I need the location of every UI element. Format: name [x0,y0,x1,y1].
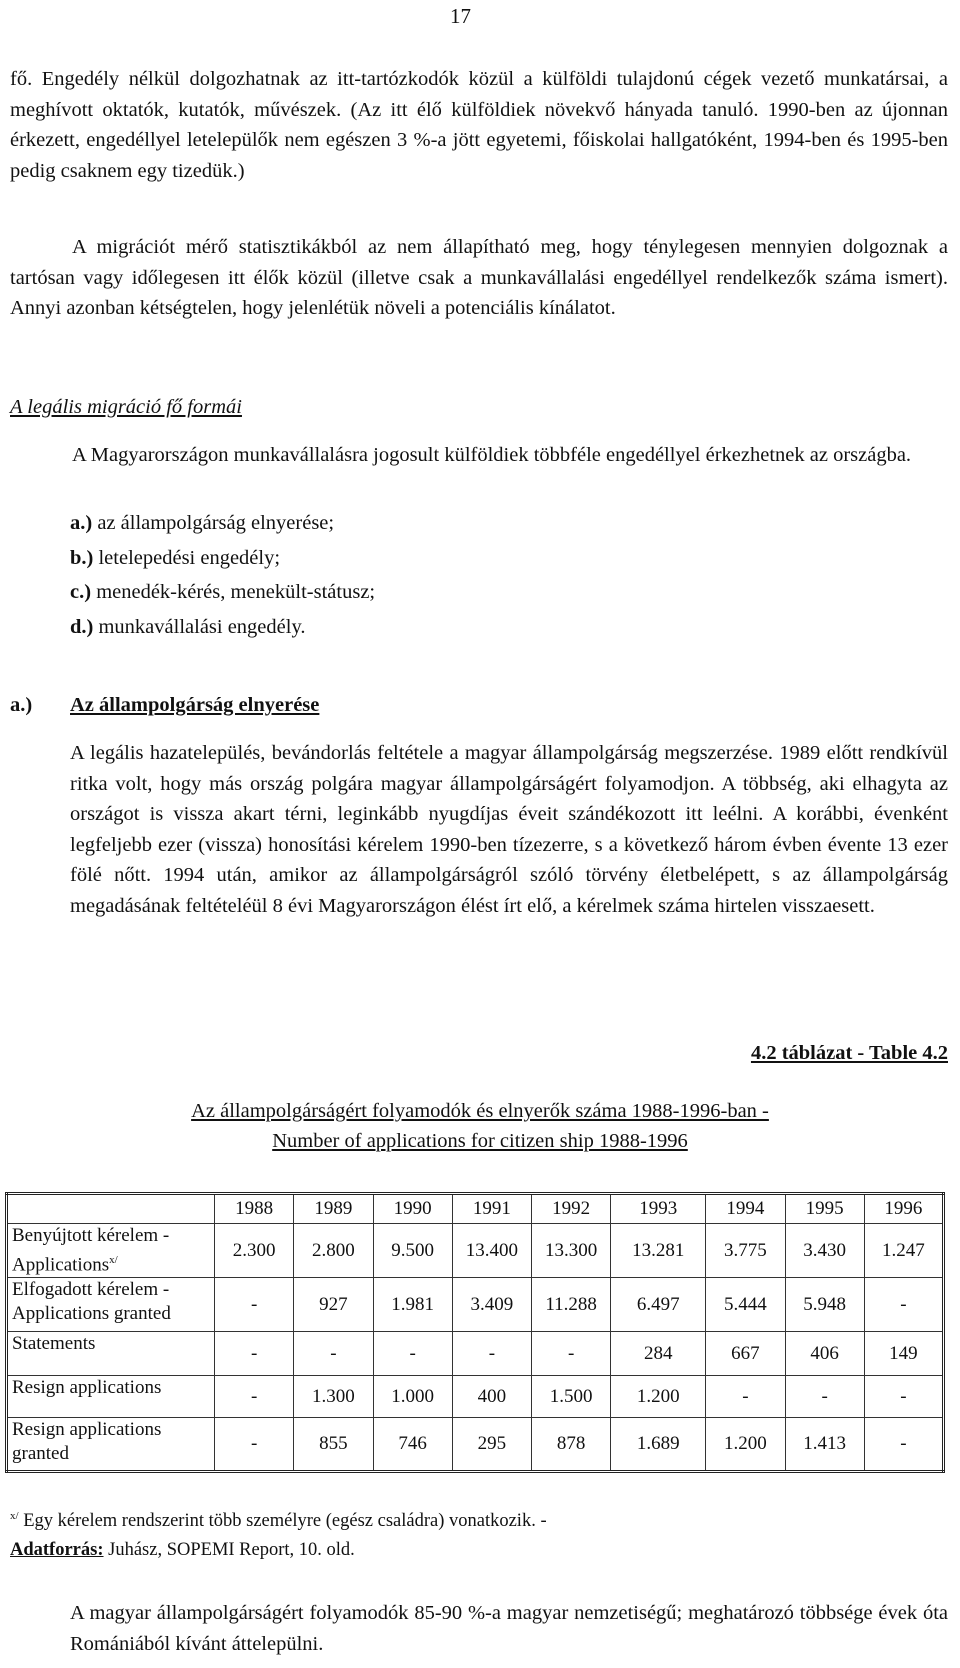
year-header: 1995 [785,1194,864,1224]
table-cell: - [706,1376,785,1418]
table-cell: 746 [373,1418,452,1472]
table-cell: 1.300 [294,1376,373,1418]
table-header-row [7,1194,944,1224]
year-header: 1994 [706,1194,785,1224]
table-caption-hu: Az állampolgárságért folyamodók és elnyerők száma 1988-1996-ban - [191,1100,769,1122]
table-row [7,1332,944,1376]
table-cell: - [215,1418,294,1472]
table-cell: 1.200 [706,1418,785,1472]
table-cell: 1.200 [611,1376,706,1418]
table-cell: - [215,1278,294,1332]
table-cell: 295 [452,1418,531,1472]
year-header: 1988 [215,1194,294,1224]
year-header: 1996 [864,1194,943,1224]
table-cell: 149 [864,1332,943,1376]
table-cell: 2.300 [215,1224,294,1278]
table-cell: - [532,1332,611,1376]
paragraph-migration-stats: A migrációt mérő statisztikákból az nem állapítható meg, hogy ténylegesen mennyien dolgoznak a tartósan vagy időlegesen itt élők közül (illetve csak a munkavállalási engedéllyel rendelkezők száma ismert). Annyi azonban kétségtelen, hogy jelenlétük növeli a potenciális kínálatot. [10,236,948,319]
table-cell: 667 [706,1332,785,1376]
list-item: a.) az állampolgárság elnyerése; [70,512,335,534]
paragraph-citizenship: A legális hazatelepülés, bevándorlás feltétele a magyar állampolgárság megszerzése. 1989 előtt rendkívül ritka volt, hogy más ország polgára magyar állampolgárságért folyamodjon. A többség, aki elhagyta az országot is vissza akart térni, leginkább nyugdíjas éveit szándékozott itt leélni. A korábbi, évenként legfeljebb ezer (vissza) honosítási kérelem 1990-ben tízezerre, s a következő három évben évente 13 ezer fölé nőtt. 1994 után, amikor az állampolgárságról szóló törvény életbelépett, s az állampolgárság megadásának feltételéül 8 évi Magyarországon élést írt elő, a kérelmek száma hirtelen visszaesett. [70,742,948,917]
paragraph-intro: fő. Engedély nélkül dolgozhatnak az itt-tartózkodók közül a külföldi tulajdonú cégek vezető munkatársai, a meghívott oktatók, kutatók, művészek. (Az itt élő külföldiek növekvő hányada tanuló. 1990-ben az újonnan érkezett, engedéllyel letelepülők nem egészen 3 %-a jött egyetemi, főiskolai hallgatóként, 1994-ben és 1995-ben pedig csaknem egy tizedük.) [10,68,948,182]
table-cell: 878 [532,1418,611,1472]
table-row [7,1418,944,1472]
table-cell: 1.247 [864,1224,943,1278]
table-cell: 3.430 [785,1224,864,1278]
table-cell: 284 [611,1332,706,1376]
section-title: Az állampolgárság elnyerése [70,694,320,716]
paragraph-permits: A Magyarországon munkavállalásra jogosult külföldiek többféle engedéllyel érkezhetnek az országba. [72,444,912,466]
list-item: d.) munkavállalási engedély. [70,615,306,638]
table-cell: 5.444 [706,1278,785,1332]
table-cell: - [864,1376,943,1418]
table-cell: - [215,1376,294,1418]
table-cell: 1.981 [373,1278,452,1332]
row-label: Resign applications granted [7,1418,215,1472]
table-cell: 5.948 [785,1278,864,1332]
row-label: Benyújtott kérelem - Applications$^{x/}$ [7,1224,215,1278]
table-cell: - [785,1376,864,1418]
table-caption-en: Number of applications for citizen ship 1988-1996 [272,1130,688,1152]
table-cell: 13.400 [452,1224,531,1278]
table-cell: - [452,1332,531,1376]
table-cell: 406 [785,1332,864,1376]
table-cell: 3.775 [706,1224,785,1278]
table-cell: 2.800 [294,1224,373,1278]
table-cell: 855 [294,1418,373,1472]
table-cell: - [864,1278,943,1332]
table-cell: - [864,1418,943,1472]
year-header: 1990 [373,1194,452,1224]
table-cell: 1.500 [532,1376,611,1418]
table-row [7,1278,944,1332]
paragraph-nationality: A magyar állampolgárságért folyamodók 85-90 %-a magyar nemzetiségű; meghatározó többsége évek óta Romániából kívánt áttelepülni. [70,1602,948,1655]
table-reference: 4.2 táblázat - Table 4.2 [750,1042,948,1064]
table-cell: 1.000 [373,1376,452,1418]
table-cell: - [215,1332,294,1376]
table-row [7,1376,944,1418]
table-cell: 1.413 [785,1418,864,1472]
table-cell: 927 [294,1278,373,1332]
year-header: 1989 [294,1194,373,1224]
table-cell: 400 [452,1376,531,1418]
year-header: 1993 [611,1194,706,1224]
row-label: Statements [7,1332,215,1376]
page-number: 17 [450,4,471,28]
row-label: Resign applications [7,1376,215,1418]
row-label: Elfogadott kérelem - Applications granted [7,1278,215,1332]
section-letter: a.) [10,694,33,716]
table-cell: 13.281 [611,1224,706,1278]
table-cell: 1.689 [611,1418,706,1472]
citizenship-table [5,1192,945,1473]
table-cell: 11.288 [532,1278,611,1332]
year-header: 1991 [452,1194,531,1224]
table-cell: 9.500 [373,1224,452,1278]
table-source: Adatforrás: Juhász, SOPEMI Report, 10. old. [10,1540,355,1560]
table-corner [7,1194,215,1224]
table-cell: 6.497 [611,1278,706,1332]
permit-list [70,506,375,644]
table-footnote: $^{x/}$ Egy kérelem rendszerint több személyre (egész családra) vonatkozik. - [10,1510,547,1532]
table-cell: - [373,1332,452,1376]
year-header: 1992 [532,1194,611,1224]
heading-legal-migration: A legális migráció fő formái [10,396,242,418]
table-cell: - [294,1332,373,1376]
table-row [7,1224,944,1278]
list-item: c.) menedék-kérés, menekült-státusz; [70,581,376,603]
table-cell: 13.300 [532,1224,611,1278]
table-cell: 3.409 [452,1278,531,1332]
list-item: b.) letelepedési engedély; [70,546,281,569]
